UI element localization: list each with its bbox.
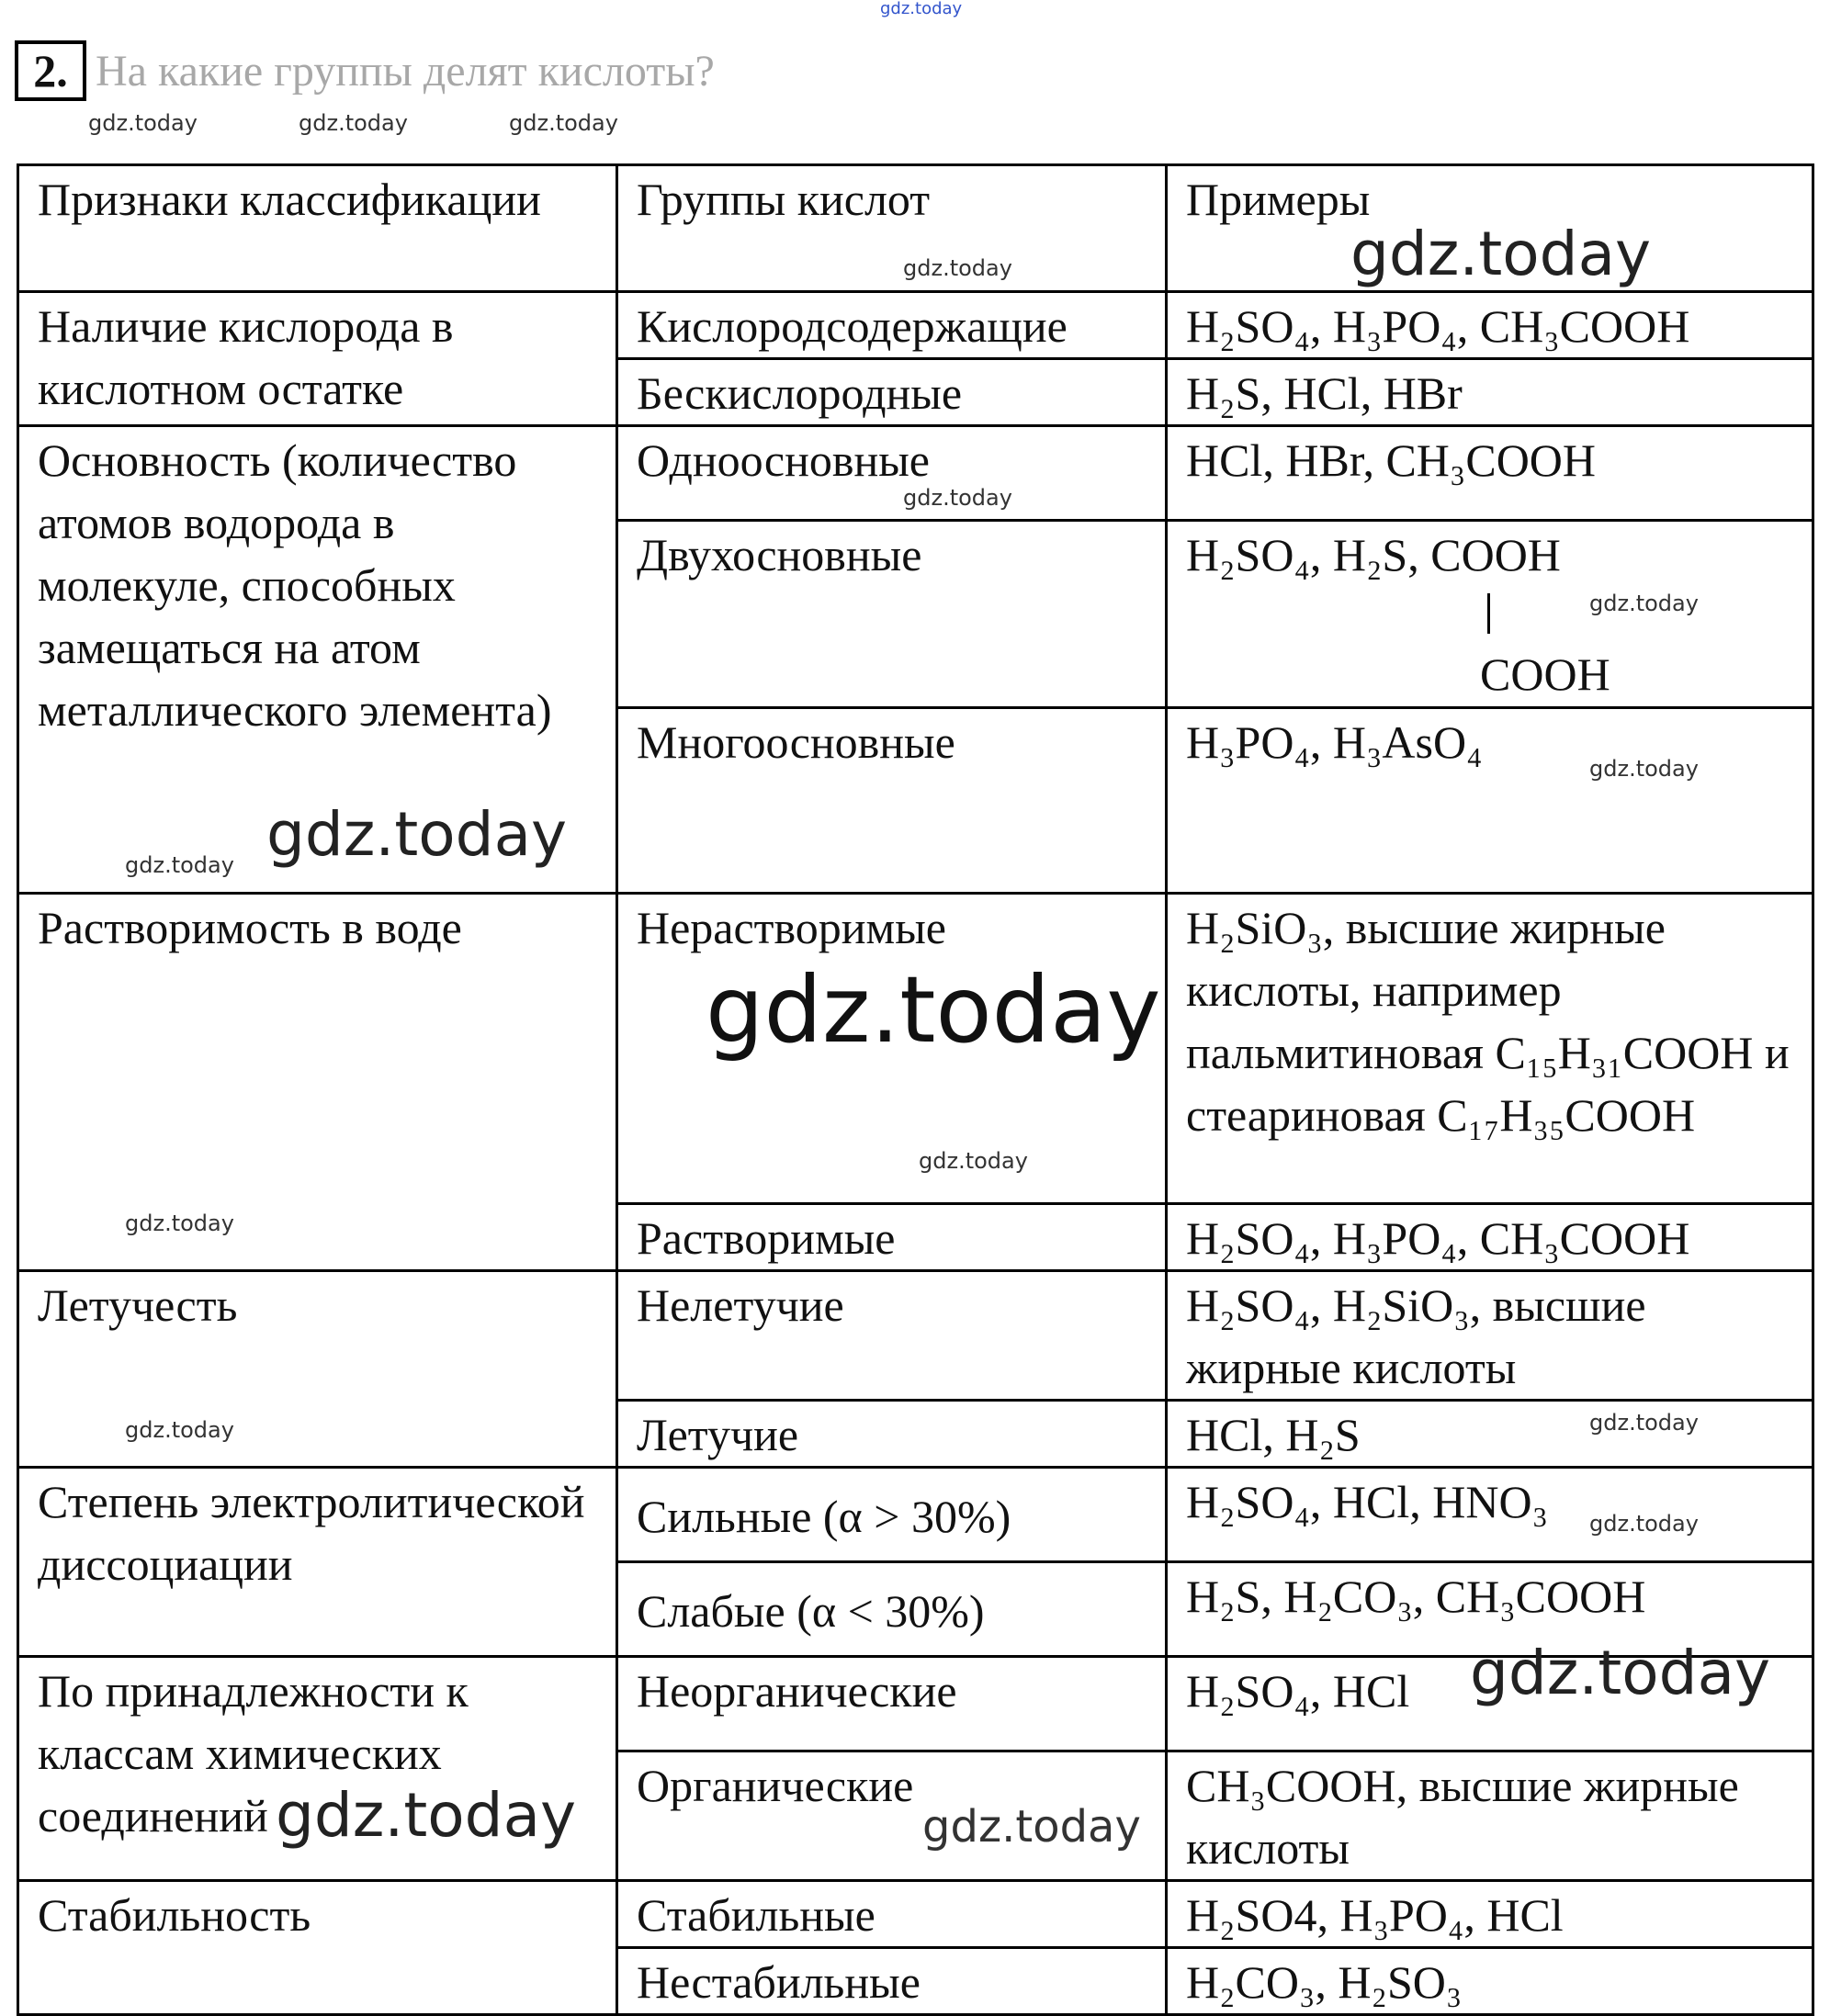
group-cell: Двухосновные (617, 521, 1167, 708)
bond-line (1487, 593, 1490, 634)
watermark: gdz.today (276, 1780, 577, 1851)
group-cell: Неорганические (617, 1657, 1167, 1751)
watermark: gdz.today (88, 110, 198, 136)
example-text: H₂SO₄, H₂S, COOH (1186, 529, 1561, 580)
example-cell (1167, 521, 1813, 708)
example-cell: H₂SO₄, H₂SiO₃, высшие жирные кислоты (1167, 1271, 1813, 1401)
header-groups: Группы кислот (617, 165, 1167, 292)
example-cooh: COOH (1480, 648, 1610, 700)
watermark: gdz.today (125, 1211, 234, 1236)
example-cell: H₂CO₃, H₂SO₃ (1167, 1948, 1813, 2015)
watermark: gdz.today (1470, 1638, 1771, 1708)
group-cell: Нелетучие (617, 1271, 1167, 1401)
example-cell: H₂SO₄, HCl (1167, 1657, 1813, 1751)
example-cell: CH₃COOH, высшие жирные кислоты (1167, 1751, 1813, 1881)
watermark: gdz.today (125, 852, 234, 878)
watermark: gdz.today (1589, 591, 1699, 616)
acid-classification-table (17, 163, 1814, 2016)
table-row (18, 1271, 1813, 1401)
example-cell: H₂S, HCl, HBr (1167, 359, 1813, 426)
group-cell: Сильные (α > 30%) (617, 1468, 1167, 1562)
watermark: gdz.today (266, 799, 568, 870)
group-cell: Органические (617, 1751, 1167, 1881)
criterion-cell: Стабильность (18, 1881, 617, 2015)
group-cell: Нерастворимые (617, 894, 1167, 1204)
example-cell: H₂SO4, H₃PO₄, HCl (1167, 1881, 1813, 1948)
example-cell: HCl, HBr, CH₃COOH (1167, 426, 1813, 521)
criterion-cell: Растворимость в воде (18, 894, 617, 1271)
watermark: gdz.today (1350, 219, 1652, 289)
header-examples: Примеры (1167, 165, 1813, 292)
watermark: gdz.today (1589, 1511, 1699, 1537)
watermark: gdz.today (903, 255, 1012, 281)
watermark: gdz.today (919, 1148, 1028, 1174)
group-cell: Многоосновные (617, 708, 1167, 894)
group-cell: Летучие (617, 1401, 1167, 1468)
group-cell: Растворимые (617, 1204, 1167, 1271)
task-question: На какие группы делят кислоты? (96, 47, 715, 96)
watermark: gdz.today (880, 0, 963, 18)
watermark: gdz.today (922, 1801, 1141, 1853)
group-cell: Нестабильные (617, 1948, 1167, 2015)
example-cell: H₂SO₄, H₃PO₄, CH₃COOH (1167, 292, 1813, 359)
example-cell: H₂SO₄, HCl, HNO₃ (1167, 1468, 1813, 1562)
header-criterion: Признаки классификации (18, 165, 617, 292)
group-cell: Бескислородные (617, 359, 1167, 426)
criterion-cell: Летучесть (18, 1271, 617, 1468)
example-cell: H₂SO₄, H₃PO₄, CH₃COOH (1167, 1204, 1813, 1271)
task-number: 2. (15, 40, 86, 101)
criterion-cell: По принадлежности к классам химических соединений (18, 1657, 617, 1881)
example-cell: H₃PO₄, H₃AsO₄ (1167, 708, 1813, 894)
watermark: gdz.today (1589, 1410, 1699, 1436)
table-row (18, 1881, 1813, 1948)
criterion-cell: Наличие кислорода в кислотном остатке (18, 292, 617, 426)
table-row (18, 1468, 1813, 1562)
criterion-cell: Степень электролитической диссоциации (18, 1468, 617, 1657)
group-cell: Одноосновные (617, 426, 1167, 521)
group-cell: Кислородсодержащие (617, 292, 1167, 359)
group-cell: Стабильные (617, 1881, 1167, 1948)
example-cell: H₂SiO₃, высшие жирные кислоты, например пальмитиновая C₁₅H₃₁COOH и стеариновая C₁₇H₃₅COOH (1167, 894, 1813, 1204)
watermark: gdz.today (509, 110, 618, 136)
watermark: gdz.today (1589, 756, 1699, 782)
watermark: gdz.today (706, 956, 1161, 1064)
watermark: gdz.today (903, 485, 1012, 511)
example-cell: H₂S, H₂CO₃, CH₃COOH (1167, 1562, 1813, 1657)
example-cell: HCl, H₂S (1167, 1401, 1813, 1468)
watermark: gdz.today (299, 110, 408, 136)
watermark: gdz.today (125, 1417, 234, 1443)
group-cell: Слабые (α < 30%) (617, 1562, 1167, 1657)
criterion-cell: Основность (количество атомов водорода в молекуле, способных замещаться на атом металлического элемента) (18, 426, 617, 894)
table-row (18, 292, 1813, 359)
